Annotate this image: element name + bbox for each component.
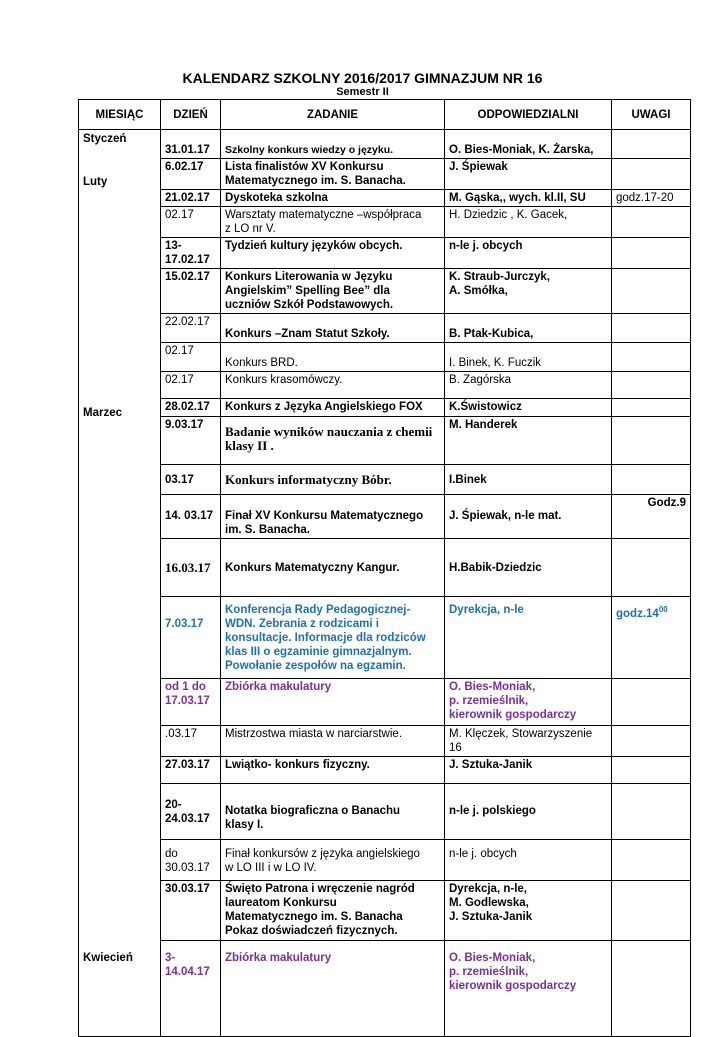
responsible-cell: H.Babik-Dziedzic (445, 539, 612, 597)
notes-cell (612, 314, 691, 343)
responsible-cell: J. Śpiewak (445, 159, 612, 190)
month-january: Styczeń (83, 133, 127, 145)
table-row (79, 372, 691, 399)
notes-cell (612, 941, 691, 1037)
table-row (79, 726, 691, 757)
responsible-cell: H. Dziedzic , K. Gacek, (445, 207, 612, 238)
task-cell: Lwiątko- konkurs fizyczny. (221, 757, 445, 784)
responsible-cell: n-le j. polskiego (445, 784, 612, 840)
task-cell: Święto Patrona i wręczenie nagród laureatom Konkursu Matematycznego im. S. Banacha Pokaz doświadczeń fizycznych. (221, 881, 445, 941)
task-cell: Finał konkursów z języka angielskiego w LO III i w LO IV. (221, 840, 445, 881)
day-cell: 20- 24.03.17 (161, 784, 221, 840)
document-subtitle: Semestr II (336, 86, 389, 98)
notes-cell (612, 343, 691, 372)
table-row (79, 238, 691, 269)
month-march: Marzec (83, 406, 122, 419)
header-responsible: ODPOWIEDZIALNI (445, 100, 612, 130)
notes-cell (612, 207, 691, 238)
task-cell: Konkurs z Języka Angielskiego FOX (221, 399, 445, 417)
notes-cell: godz.17-20 (612, 190, 691, 207)
table-row (79, 314, 691, 343)
day-cell: 6.02.17 (161, 159, 221, 190)
month-cell (79, 941, 161, 1037)
task-cell: Warsztaty matematyczne –współpraca z LO nr V. (221, 207, 445, 238)
table-row (79, 495, 691, 539)
table-row (79, 784, 691, 840)
day-cell: do 30.03.17 (161, 840, 221, 881)
notes-cell (612, 840, 691, 881)
notes-cell (612, 597, 691, 679)
table-row (79, 399, 691, 417)
day-cell: 02.17 (161, 207, 221, 238)
day-cell: 3- 14.04.17 (161, 941, 221, 1037)
header-month: MIESIĄC (79, 100, 161, 130)
month-april: Kwiecień (83, 951, 133, 964)
notes-cell (612, 159, 691, 190)
table-row (79, 679, 691, 726)
responsible-cell: K.Świstowicz (445, 399, 612, 417)
month-february: Luty (83, 175, 108, 188)
notes-cell (612, 784, 691, 840)
responsible-cell: I. Binek, K. Fuczik (445, 343, 612, 372)
responsible-cell: n-le j. obcych (445, 238, 612, 269)
table-header-row (79, 100, 691, 130)
task-cell: Lista finalistów XV Konkursu Matematycznego im. S. Banacha. (221, 159, 445, 190)
responsible-cell: K. Straub-Jurczyk, A. Smółka, (445, 269, 612, 314)
day-cell: 16.03.17 (161, 539, 221, 597)
notes-text: godz.14 (616, 607, 659, 620)
task-cell: Zbiórka makulatury (221, 679, 445, 726)
notes-cell (612, 417, 691, 465)
task-cell: Konkurs –Znam Statut Szkoły. (221, 314, 445, 343)
document-title: KALENDARZ SZKOLNY 2016/2017 GIMNAZJUM NR 16 (182, 70, 543, 86)
responsible-cell: M. Gąska,, wych. kl.II, SU (445, 190, 612, 207)
day-cell: 22.02.17 (161, 314, 221, 343)
table-row (79, 207, 691, 238)
responsible-cell: B. Ptak-Kubica, (445, 314, 612, 343)
notes-cell (612, 726, 691, 757)
responsible-cell: Dyrekcja, n-le (445, 597, 612, 679)
task-cell: Finał XV Konkursu Matematycznego im. S. Banacha. (221, 495, 445, 539)
table-row (79, 269, 691, 314)
responsible-cell: n-le j. obcych (445, 840, 612, 881)
month-cell (79, 159, 161, 417)
task-cell: Notatka biograficzna o Banachu klasy I. (221, 784, 445, 840)
day-cell: 14. 03.17 (161, 495, 221, 539)
task-cell: Zbiórka makulatury (221, 941, 445, 1037)
responsible-cell: J. Sztuka-Janik (445, 757, 612, 784)
day-cell: 9.03.17 (161, 417, 221, 465)
responsible-cell: M. Handerek (445, 417, 612, 465)
responsible-cell: O. Bies-Moniak, p. rzemieślnik, kierownik gospodarczy (445, 679, 612, 726)
month-cell (79, 130, 161, 159)
day-cell: 21.02.17 (161, 190, 221, 207)
notes-cell (612, 269, 691, 314)
task-cell: Szkolny konkurs wiedzy o języku. (221, 130, 445, 159)
day-cell: 28.02.17 (161, 399, 221, 417)
task-cell: Konferencja Rady Pedagogicznej- WDN. Zebrania z rodzicami i konsultacje. Informacje dla rodziców klas III o egzaminie gimnazjalnym. Powołanie zespołów na egzamin. (221, 597, 445, 679)
table-row (79, 757, 691, 784)
month-cell (79, 406, 161, 941)
table-row (79, 159, 691, 190)
responsible-cell: B. Zagórska (445, 372, 612, 399)
day-cell: 13- 17.02.17 (161, 238, 221, 269)
responsible-cell: O. Bies-Moniak, K. Żarska, (445, 130, 612, 159)
task-cell: Konkurs informatyczny Bóbr. (221, 465, 445, 495)
table-row (79, 465, 691, 495)
table-row (79, 417, 691, 465)
day-cell: 02.17 (161, 372, 221, 399)
table-row (79, 539, 691, 597)
day-cell: 30.03.17 (161, 881, 221, 941)
day-cell: od 1 do 17.03.17 (161, 679, 221, 726)
day-cell: 27.03.17 (161, 757, 221, 784)
task-cell: Mistrzostwa miasta w narciarstwie. (221, 726, 445, 757)
day-cell: 02.17 (161, 343, 221, 372)
task-cell: Dyskoteka szkolna (221, 190, 445, 207)
task-cell: Konkurs krasomówczy. (221, 372, 445, 399)
header-notes: UWAGI (612, 100, 691, 130)
responsible-cell: Dyrekcja, n-le, M. Godlewska, J. Sztuka-Janik (445, 881, 612, 941)
day-cell: .03.17 (161, 726, 221, 757)
task-cell: Konkurs Literowania w Języku Angielskim” Spelling Bee” dla uczniów Szkół Podstawowych. (221, 269, 445, 314)
notes-cell (612, 679, 691, 726)
notes-cell (612, 757, 691, 784)
day-cell: 7.03.17 (161, 597, 221, 679)
day-cell: 03.17 (161, 465, 221, 495)
responsible-cell: O. Bies-Moniak, p. rzemieślnik, kierownik gospodarczy (445, 941, 612, 1037)
notes-cell (612, 238, 691, 269)
notes-superscript: 00 (658, 605, 668, 614)
task-cell: Tydzień kultury języków obcych. (221, 238, 445, 269)
task-cell: Badanie wyników nauczania z chemii klasy II . (221, 417, 445, 465)
day-cell: 15.02.17 (161, 269, 221, 314)
notes-cell (612, 372, 691, 399)
responsible-cell: I.Binek (445, 465, 612, 495)
table-row (79, 343, 691, 372)
table-row (79, 941, 691, 1037)
notes-cell (612, 399, 691, 417)
notes-cell: Godz.9 (612, 495, 691, 539)
header-task: ZADANIE (221, 100, 445, 130)
table-row (79, 130, 691, 159)
table-row (79, 190, 691, 207)
notes-cell (612, 881, 691, 941)
header-day: DZIEŃ (161, 100, 221, 130)
task-cell: Konkurs BRD. (221, 343, 445, 372)
notes-cell (612, 539, 691, 597)
notes-cell (612, 130, 691, 159)
responsible-cell: J. Śpiewak, n-le mat. (445, 495, 612, 539)
calendar-table (78, 99, 691, 1037)
table-row (79, 597, 691, 679)
day-cell: 31.01.17 (161, 130, 221, 159)
table-row (79, 881, 691, 941)
table-row (79, 840, 691, 881)
responsible-cell: M. Klęczek, Stowarzyszenie 16 (445, 726, 612, 757)
task-cell: Konkurs Matematyczny Kangur. (221, 539, 445, 597)
notes-cell (612, 465, 691, 495)
